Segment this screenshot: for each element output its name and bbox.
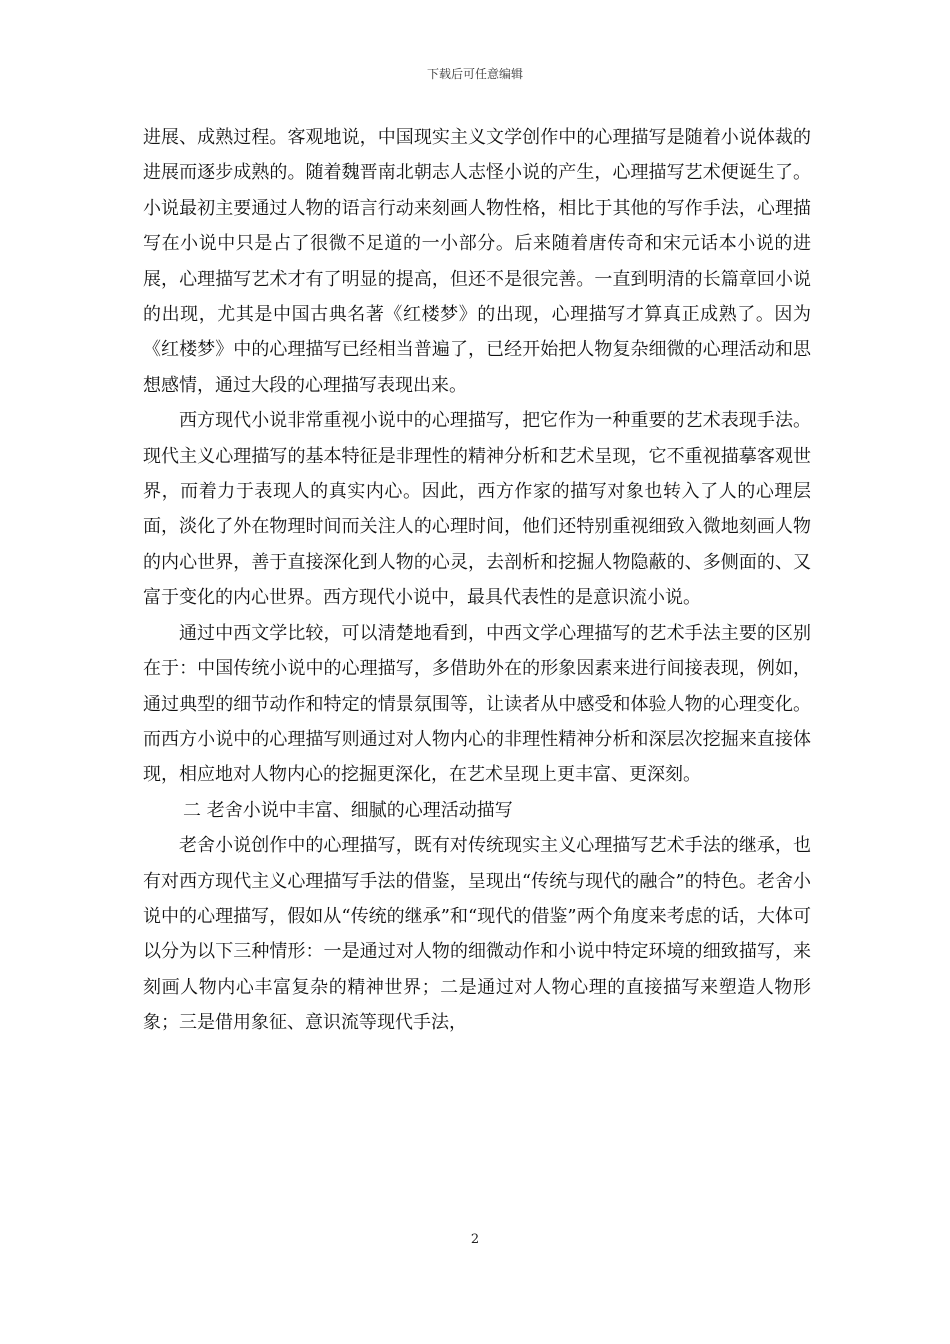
paragraph-western-novels: 西方现代小说非常重视小说中的心理描写，把它作为一种重要的艺术表现手法。现代主义心理描写的基本特征是非理性的精神分析和艺术呈现，它不重视描摹客观世界，而着力于表现人的真实内心。因此，西方作家的描写对象也转入了人的心理层面，淡化了外在物理时间而关注人的心理时间，他们还特别重视细致入微地刻画人物的内心世界，善于直接深化到人物的心灵，去剖析和挖掘人物隐蔽的、多侧面的、又富于变化的内心世界。西方现代小说中，最具代表性的是意识流小说。 [143, 410, 811, 609]
paragraph-comparison: 通过中西文学比较，可以清楚地看到，中西文学心理描写的艺术手法主要的区别在于：中国传统小说中的心理描写，多借助外在的形象因素来进行间接表现，例如，通过典型的细节动作和特定的情景氛围等，让读者从中感受和体验人物的心理变化。而西方小说中的心理描写则通过对人物内心的非理性精神分析和深层次挖掘来直接体现，相应地对人物内心的挖掘更深化，在艺术呈现上更丰富、更深刻。 [143, 622, 811, 786]
section-heading: 二 老舍小说中丰富、细腻的心理活动描写 [183, 799, 513, 821]
paragraph-continuation: 进展、成熟过程。客观地说，中国现实主义文学创作中的心理描写是随着小说体裁的进展而逐步成熟的。随着魏晋南北朝志人志怪小说的产生，心理描写艺术便诞生了。小说最初主要通过人物的语言行动来刻画人物性格，相比于其他的写作手法，心理描写在小说中只是占了很微不足道的一小部分。后来随着唐传奇和宋元话本小说的进展，心理描写艺术才有了明显的提高，但还不是很完善。一直到明清的长篇章回小说的出现，尤其是中国古典名著《红楼梦》的出现，心理描写才算真正成熟了。因为《红楼梦》中的心理描写已经相当普遍了，已经开始把人物复杂细微的心理活动和思想感情，通过大段的心理描写表现出来。 [143, 127, 811, 396]
page-header: 下载后可任意编辑 [426, 67, 523, 81]
paragraph-lao-she: 老舍小说创作中的心理描写，既有对传统现实主义心理描写艺术手法的继承，也有对西方现代主义心理描写手法的借鉴，呈现出“传统与现代的融合”的特色。老舍小说中的心理描写，假如从“传统的继承”和“现代的借鉴”两个角度来考虑的话，大体可以分为以下三种情形：一是通过对人物的细微动作和小说中特定环境的细致描写，来刻画人物内心丰富复杂的精神世界；二是通过对人物心理的直接描写来塑造人物形象；三是借用象征、意识流等现代手法， [143, 835, 811, 1034]
page-number: 2 [470, 1232, 480, 1247]
document-body [143, 120, 811, 1041]
